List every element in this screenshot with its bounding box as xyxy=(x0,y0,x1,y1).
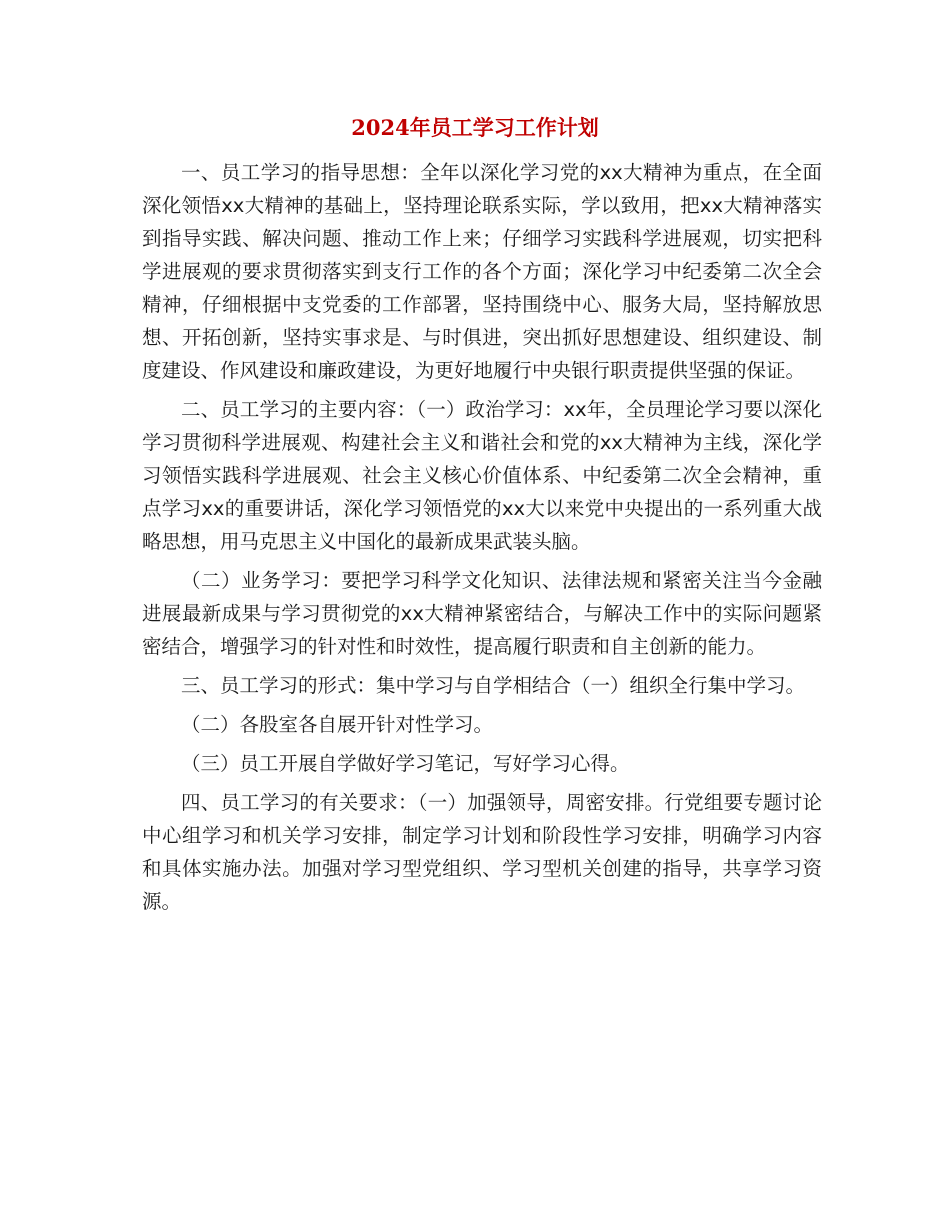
paragraph-main-content: 二、员工学习的主要内容：（一）政治学习：xx年，全员理论学习要以深化学习贯彻科学进展观、构建社会主义和谐社会和党的xx大精神为主线，深化学习领悟实践科学进展观、社会主义核心价值体系、中纪委第二次全会精神，重点学习xx的重要讲话，深化学习领悟党的xx大以来党中央提出的一系列重大战略思想，用马克思主义中国化的最新成果武装头脑。 xyxy=(142,398,822,553)
paragraph-study-format: 三、员工学习的形式：集中学习与自学相结合（一）组织全行集中学习。 xyxy=(181,674,806,697)
document-body xyxy=(142,156,822,924)
paragraph-requirements: 四、员工学习的有关要求：（一）加强领导，周密安排。行党组要专题讨论中心组学习和机关学习安排，制定学习计划和阶段性学习安排，明确学习内容和具体实施办法。加强对学习型党组织、学习型机关创建的指导，共享学习资源。 xyxy=(142,791,822,913)
paragraph-guiding-ideology: 一、员工学习的指导思想：全年以深化学习党的xx大精神为重点，在全面深化领悟xx大精神的基础上，坚持理论联系实际，学以致用，把xx大精神落实到指导实践、解决问题、推动工作上来；仔细学习实践科学进展观，切实把科学进展观的要求贯彻落实到支行工作的各个方面；深化学习中纪委第二次全会精神，仔细根据中支党委的工作部署，坚持围绕中心、服务大局，坚持解放思想、开拓创新，坚持实事求是、与时俱进，突出抓好思想建设、组织建设、制度建设、作风建设和廉政建设，为更好地履行中央银行职责提供坚强的保证。 xyxy=(142,161,822,382)
paragraph-department-study: （二）各股室各自展开针对性学习。 xyxy=(181,713,494,736)
document-title: 2024年员工学习工作计划 xyxy=(351,115,599,140)
paragraph-business-study: （二）业务学习：要把学习科学文化知识、法律法规和紧密关注当今金融进展最新成果与学习贯彻党的xx大精神紧密结合，与解决工作中的实际问题紧密结合，增强学习的针对性和时效性，提高履行职责和自主创新的能力。 xyxy=(142,569,822,658)
paragraph-self-study: （三）员工开展自学做好学习笔记，写好学习心得。 xyxy=(181,752,630,775)
